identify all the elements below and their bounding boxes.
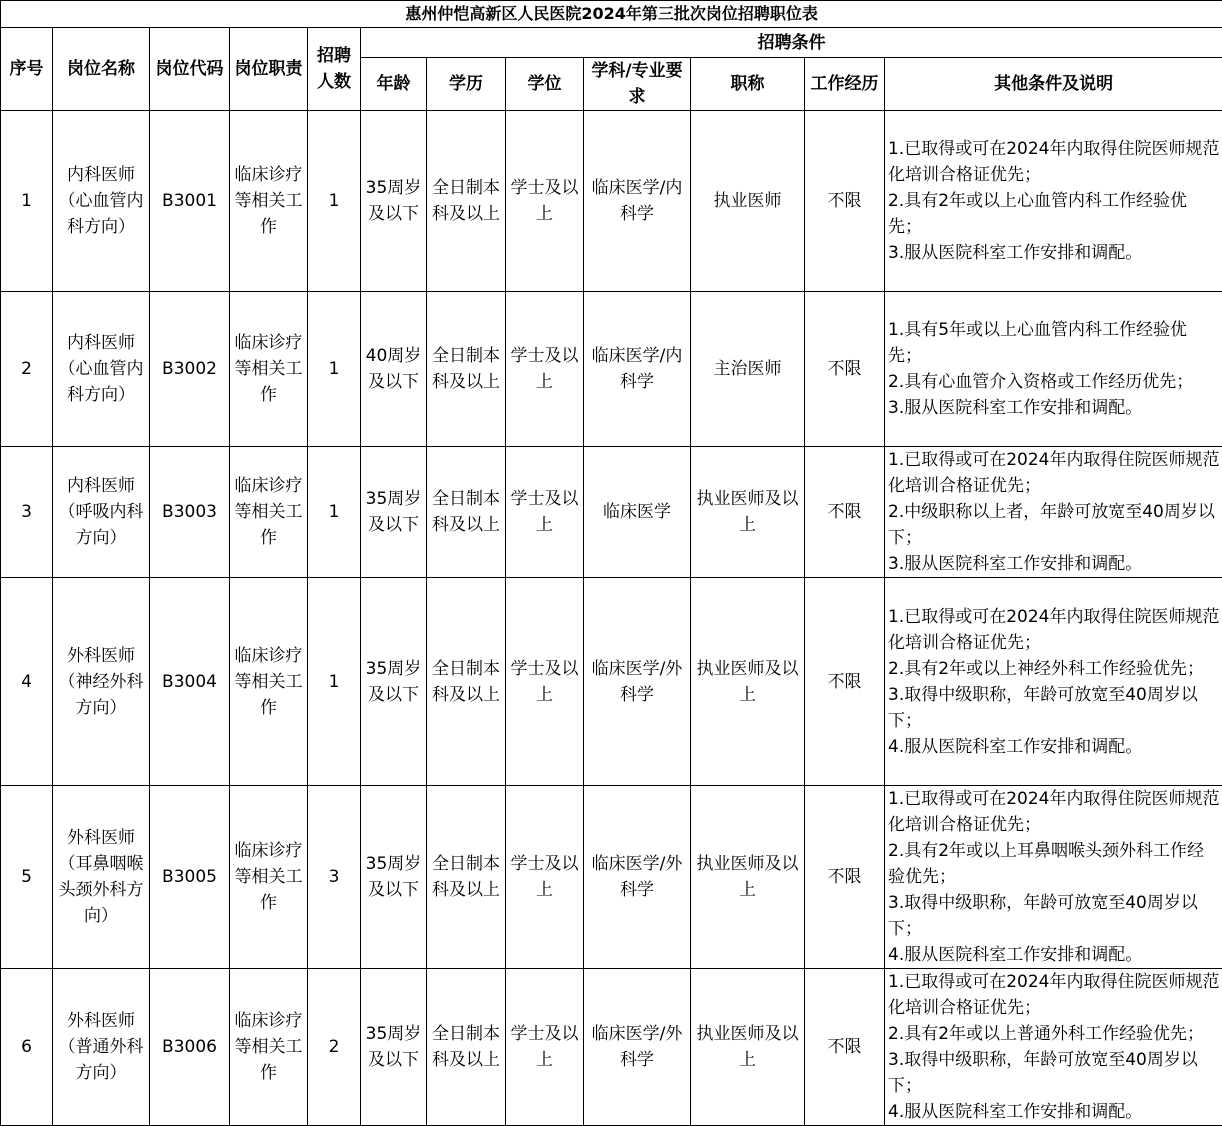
cell-experience: 不限 (805, 578, 885, 786)
condition-line: 2.具有2年或以上普通外科工作经验优先； (888, 1021, 1220, 1047)
cell-experience: 不限 (805, 969, 885, 1126)
cell-education: 全日制本科及以上 (427, 578, 506, 786)
cell-education: 全日制本科及以上 (427, 292, 506, 447)
cell-post-name: 内科医师（心血管内科方向） (53, 111, 150, 292)
header-education: 学历 (427, 58, 506, 111)
condition-line: 3.取得中级职称，年龄可放宽至40周岁以下； (888, 890, 1220, 942)
cell-major: 临床医学 (584, 447, 691, 578)
table-row (1, 447, 1222, 578)
cell-post-code: B3005 (150, 786, 230, 969)
condition-line: 1.已取得或可在2024年内取得住院医师规范化培训合格证优先； (888, 136, 1220, 188)
cell-count: 2 (308, 969, 361, 1126)
cell-post-name: 外科医师（普通外科方向） (53, 969, 150, 1126)
condition-line: 1.已取得或可在2024年内取得住院医师规范化培训合格证优先； (888, 447, 1220, 499)
cell-major: 临床医学/外科学 (584, 786, 691, 969)
condition-line: 2.具有心血管介入资格或工作经历优先； (888, 369, 1220, 395)
header-duty: 岗位职责 (230, 28, 308, 111)
cell-post-code: B3002 (150, 292, 230, 447)
condition-line: 3.服从医院科室工作安排和调配。 (888, 551, 1220, 577)
cell-post-name: 外科医师（神经外科方向） (53, 578, 150, 786)
cell-post-name: 内科医师（心血管内科方向） (53, 292, 150, 447)
cell-seq: 3 (1, 447, 53, 578)
header-title: 职称 (691, 58, 805, 111)
cell-duty: 临床诊疗等相关工作 (230, 786, 308, 969)
condition-line: 2.具有2年或以上耳鼻咽喉头颈外科工作经验优先； (888, 838, 1220, 890)
header-experience: 工作经历 (805, 58, 885, 111)
cell-other-conditions (885, 111, 1222, 292)
cell-age: 35周岁及以下 (361, 111, 427, 292)
cell-education: 全日制本科及以上 (427, 447, 506, 578)
cell-other-conditions (885, 447, 1222, 578)
cell-seq: 5 (1, 786, 53, 969)
cell-count: 1 (308, 578, 361, 786)
cell-duty: 临床诊疗等相关工作 (230, 292, 308, 447)
cell-degree: 学士及以上 (506, 292, 584, 447)
cell-title: 执业医师 (691, 111, 805, 292)
condition-line: 4.服从医院科室工作安排和调配。 (888, 1099, 1220, 1125)
cell-seq: 6 (1, 969, 53, 1126)
header-count: 招聘人数 (308, 28, 361, 111)
cell-education: 全日制本科及以上 (427, 111, 506, 292)
cell-major: 临床医学/外科学 (584, 578, 691, 786)
cell-education: 全日制本科及以上 (427, 969, 506, 1126)
cell-age: 35周岁及以下 (361, 969, 427, 1126)
table-row (1, 111, 1222, 292)
cell-title: 执业医师及以上 (691, 786, 805, 969)
cell-title: 执业医师及以上 (691, 447, 805, 578)
condition-line: 4.服从医院科室工作安排和调配。 (888, 734, 1220, 760)
cell-age: 35周岁及以下 (361, 786, 427, 969)
cell-post-code: B3004 (150, 578, 230, 786)
cell-experience: 不限 (805, 447, 885, 578)
cell-count: 1 (308, 111, 361, 292)
header-conditions-group: 招聘条件 (361, 28, 1222, 58)
cell-age: 35周岁及以下 (361, 447, 427, 578)
cell-title: 执业医师及以上 (691, 578, 805, 786)
table-body (1, 111, 1222, 1126)
cell-count: 3 (308, 786, 361, 969)
cell-post-name: 外科医师（耳鼻咽喉头颈外科方向） (53, 786, 150, 969)
cell-duty: 临床诊疗等相关工作 (230, 447, 308, 578)
cell-other-conditions (885, 786, 1222, 969)
cell-count: 1 (308, 292, 361, 447)
cell-duty: 临床诊疗等相关工作 (230, 969, 308, 1126)
condition-line: 4.服从医院科室工作安排和调配。 (888, 942, 1220, 968)
cell-duty: 临床诊疗等相关工作 (230, 578, 308, 786)
condition-line: 3.取得中级职称，年龄可放宽至40周岁以下； (888, 682, 1220, 734)
cell-experience: 不限 (805, 786, 885, 969)
cell-other-conditions (885, 969, 1222, 1126)
condition-line: 2.具有2年或以上心血管内科工作经验优先； (888, 188, 1220, 240)
condition-line: 1.已取得或可在2024年内取得住院医师规范化培训合格证优先； (888, 604, 1220, 656)
cell-title: 主治医师 (691, 292, 805, 447)
cell-count: 1 (308, 447, 361, 578)
condition-line: 1.具有5年或以上心血管内科工作经验优先； (888, 317, 1220, 369)
cell-education: 全日制本科及以上 (427, 786, 506, 969)
cell-title: 执业医师及以上 (691, 969, 805, 1126)
condition-line: 3.服从医院科室工作安排和调配。 (888, 240, 1220, 266)
table-row (1, 292, 1222, 447)
table-row (1, 786, 1222, 969)
condition-line: 1.已取得或可在2024年内取得住院医师规范化培训合格证优先； (888, 969, 1220, 1021)
cell-post-code: B3003 (150, 447, 230, 578)
cell-other-conditions (885, 292, 1222, 447)
header-major: 学科/专业要求 (584, 58, 691, 111)
cell-post-code: B3006 (150, 969, 230, 1126)
table-title: 惠州仲恺高新区人民医院2024年第三批次岗位招聘职位表 (1, 1, 1222, 28)
header-seq: 序号 (1, 28, 53, 111)
cell-degree: 学士及以上 (506, 969, 584, 1126)
table-row (1, 578, 1222, 786)
cell-major: 临床医学/内科学 (584, 111, 691, 292)
header-post-code: 岗位代码 (150, 28, 230, 111)
cell-experience: 不限 (805, 111, 885, 292)
cell-age: 40周岁及以下 (361, 292, 427, 447)
cell-degree: 学士及以上 (506, 447, 584, 578)
cell-post-code: B3001 (150, 111, 230, 292)
condition-line: 3.服从医院科室工作安排和调配。 (888, 395, 1220, 421)
cell-post-name: 内科医师（呼吸内科方向） (53, 447, 150, 578)
table-row (1, 969, 1222, 1126)
cell-degree: 学士及以上 (506, 786, 584, 969)
cell-seq: 1 (1, 111, 53, 292)
condition-line: 1.已取得或可在2024年内取得住院医师规范化培训合格证优先； (888, 786, 1220, 838)
header-age: 年龄 (361, 58, 427, 111)
cell-major: 临床医学/内科学 (584, 292, 691, 447)
cell-other-conditions (885, 578, 1222, 786)
cell-age: 35周岁及以下 (361, 578, 427, 786)
condition-line: 2.具有2年或以上神经外科工作经验优先； (888, 656, 1220, 682)
cell-duty: 临床诊疗等相关工作 (230, 111, 308, 292)
cell-major: 临床医学/外科学 (584, 969, 691, 1126)
header-post-name: 岗位名称 (53, 28, 150, 111)
header-other: 其他条件及说明 (885, 58, 1222, 111)
cell-seq: 4 (1, 578, 53, 786)
cell-experience: 不限 (805, 292, 885, 447)
cell-degree: 学士及以上 (506, 111, 584, 292)
condition-line: 2.中级职称以上者，年龄可放宽至40周岁以下； (888, 499, 1220, 551)
header-degree: 学位 (506, 58, 584, 111)
cell-degree: 学士及以上 (506, 578, 584, 786)
condition-line: 3.取得中级职称，年龄可放宽至40周岁以下； (888, 1047, 1220, 1099)
cell-seq: 2 (1, 292, 53, 447)
